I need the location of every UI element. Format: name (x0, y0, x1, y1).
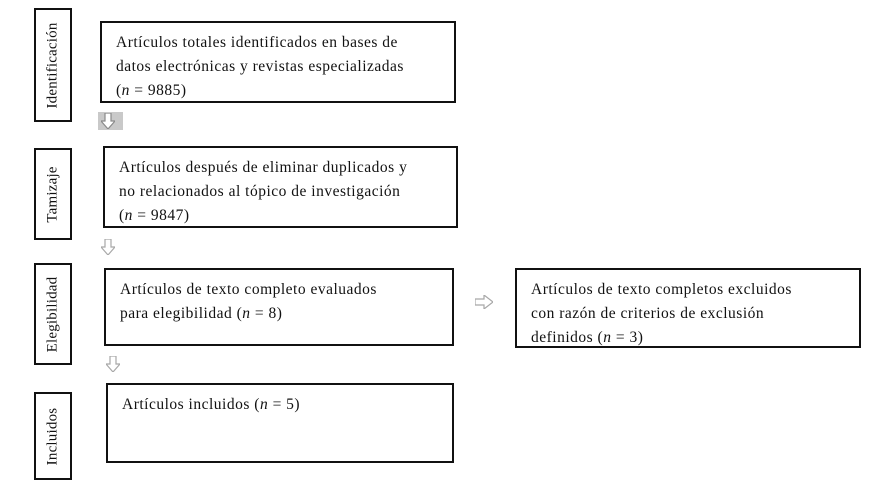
stage-tamizaje-label: Tamizaje (44, 165, 61, 223)
box-included-line1 (122, 393, 440, 417)
box-included (106, 383, 454, 463)
n-value: = 8) (250, 305, 283, 322)
n-value: = 9885) (129, 82, 187, 99)
paren: ( (116, 82, 122, 99)
box-screened (103, 146, 458, 228)
box-identified (100, 21, 456, 103)
n-symbol: n (603, 329, 612, 346)
line-prefix: Artículos incluidos ( (122, 396, 260, 413)
box-eligibility-line1: Artículos de texto completo evaluados (120, 281, 377, 298)
stage-incluidos (34, 392, 72, 480)
n-symbol: n (259, 396, 269, 413)
stage-tamizaje (34, 148, 72, 240)
arrow-down-icon (101, 113, 115, 129)
n-symbol: n (124, 207, 133, 224)
box-identified-line2: datos electrónicas y revistas especializadas (116, 58, 404, 75)
box-excluded-line1: Artículos de texto completos excluidos (531, 281, 792, 298)
box-screened-line1: Artículos después de eliminar duplicados y (119, 159, 408, 176)
box-screened-count (119, 204, 444, 228)
box-excluded (515, 268, 861, 348)
line-prefix: definidos ( (531, 329, 604, 346)
paren: ( (119, 207, 125, 224)
n-value: = 3) (611, 329, 644, 346)
n-value: = 9847) (132, 207, 190, 224)
stage-incluidos-label: Incluidos (44, 407, 61, 465)
n-symbol: n (242, 305, 251, 322)
box-excluded-line3 (531, 326, 847, 350)
box-excluded-line2: con razón de criterios de exclusión (531, 305, 765, 322)
box-identified-count (116, 79, 442, 103)
stage-elegibilidad-label: Elegibilidad (44, 276, 61, 352)
n-value: = 5) (268, 396, 301, 413)
stage-identificacion (34, 8, 72, 122)
arrow-down-icon (101, 239, 115, 255)
n-symbol: n (121, 82, 130, 99)
box-identified-line1: Artículos totales identificados en bases de (116, 34, 398, 51)
box-eligibility (104, 268, 454, 346)
box-screened-line2: no relacionados al tópico de investigación (119, 183, 401, 200)
arrow-right-icon (475, 295, 493, 309)
arrow-down-icon (106, 356, 120, 372)
stage-identificacion-label: Identificación (44, 21, 61, 109)
line-prefix: para elegibilidad ( (120, 305, 243, 322)
stage-elegibilidad (34, 263, 72, 365)
box-eligibility-line2 (120, 302, 440, 326)
